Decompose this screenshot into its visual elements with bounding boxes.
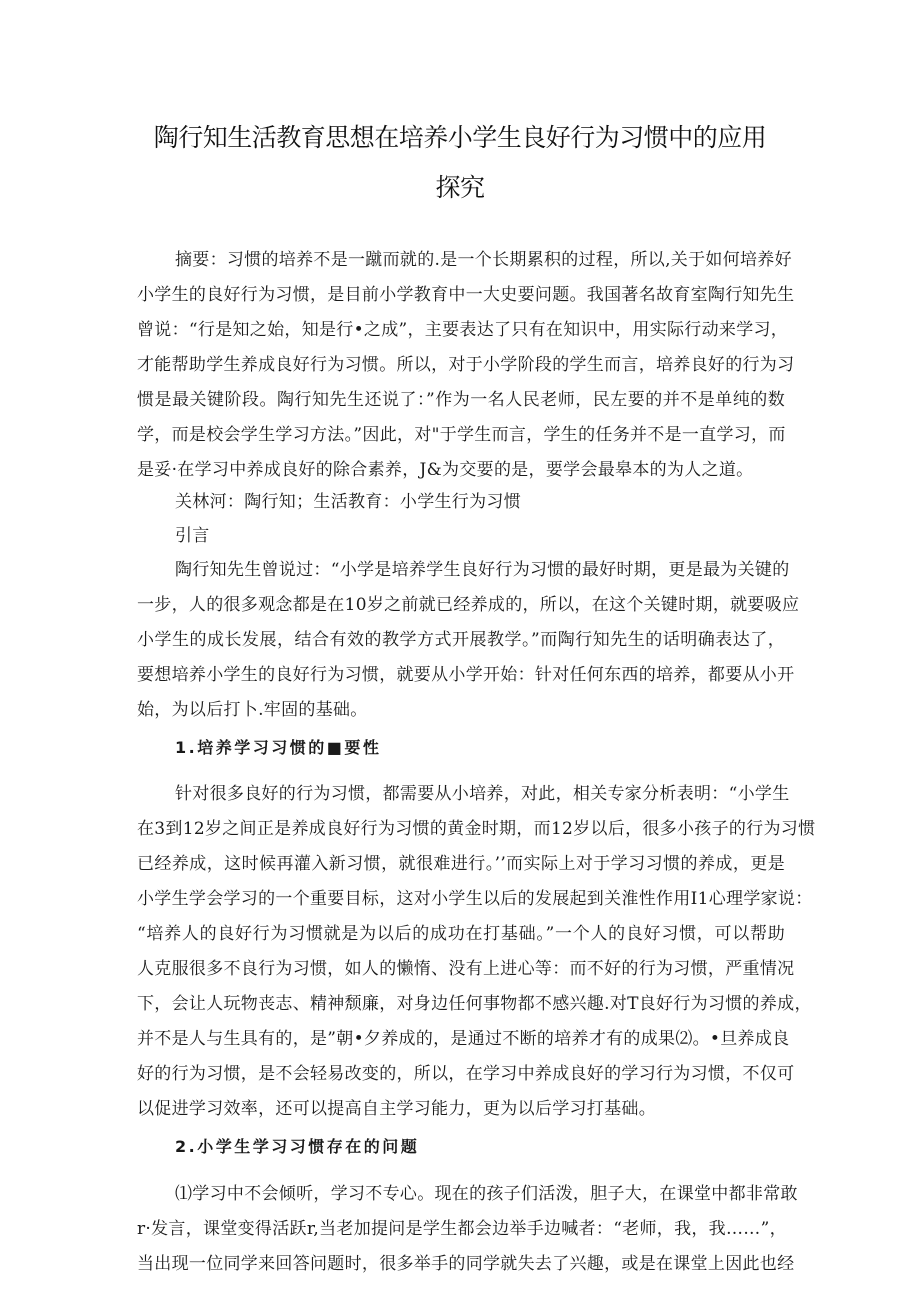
section-1-line: 并不是人与生具有的，是”朝•夕养成的，是通过不断的培养才有的成果⑵。•旦养成良: [137, 1029, 790, 1049]
abstract-line: 才能帮助学生养成良好行为习惯。所以，对于小学阶段的学生而言，培养良好的行为习: [137, 355, 795, 375]
section-2-line: r·发言，课堂变得活跃r,当老加提问是学生都会边举手边喊者：“老师，我，我……”，: [137, 1219, 787, 1239]
intro-line: 一步，人的很多观念都是在10岁之前就已经养成的，所以，在这个关键时期，就要吸应: [137, 595, 800, 615]
section-2-heading: 2.小学生学习习惯存在的问题: [175, 1137, 420, 1156]
abstract-line: 曾说：“行是知之始，知是行•之成”，主要表达了只有在知识中，用实际行动来学习，: [137, 320, 789, 340]
section-1-line: 好的行为习惯，是不会轻易改变的，所以，在学习中养成良好的学习行为习惯，不仅可: [137, 1064, 795, 1084]
intro-line: 要想培养小学生的良好行为习惯，就要从小学开始：针对任何东西的培养，都要从小开: [137, 665, 795, 685]
abstract-line: 摘要：习惯的培养不是一蹴而就的.是一个长期累积的过程，所以,关于如何培养好: [175, 250, 792, 270]
abstract-line: 惯是最关键阶段。陶行知先生还说了：”作为一名人民老师，民左要的并不是单纯的数: [137, 390, 785, 410]
intro-line: 始，为以后打卜.牢固的基础。: [137, 700, 368, 720]
intro-line: 小学生的成长发展，结合有效的教学方式开展教学。”而陶行知先生的话明确表达了，: [137, 630, 785, 650]
section-2-line: 当出现一位同学来回答问题时，很多举手的同学就失去了兴趣，或是在课堂上因此也经: [137, 1254, 795, 1274]
section-1-line: 在3到12岁之间正是养成良好行为习惯的黄金时期，而12岁以后，很多小孩子的行为习惯: [137, 819, 816, 839]
abstract-line: 小学生的良好行为习惯，是目前小学教育中一大史要问题。我国著名故育室陶行知先生: [137, 285, 795, 305]
abstract-line: 学，而是校会学生学习方法。”因此，对"于学生而言，学生的任务并不是一直学习，而: [137, 425, 786, 445]
keywords: 关林河：陶行知；生活教育：小学生行为习惯: [175, 492, 521, 512]
section-1-line: 小学生学会学习的一个重要目标，这对小学生以后的发展起到关淮性作用I1心理学家说：: [137, 889, 813, 909]
section-1-line: “培养人的良好行为习惯就是为以后的成功在打基础。”一个人的良好习惯，可以帮助: [137, 924, 785, 944]
section-1-line: 已经养成，这时候再灌入新习惯，就很难进行。’’而实际上对于学习习惯的养成，更是: [137, 854, 785, 874]
section-1-heading: 1.培养学习习惯的■要性: [175, 738, 382, 757]
abstract-line: 是妥·在学习中养成良好的除合素养，J&为交要的是，要学会最皋本的为人之道。: [137, 460, 754, 480]
section-1-line: 人克服很多不良行为习惯，如人的懒惰、没有上进心等：而不好的行为习惯，严重情况: [137, 959, 795, 979]
intro-heading: 引言: [175, 526, 210, 546]
section-2-line: ⑴学习中不会倾听，学习不专心。现在的孩子们活泼，胆子大，在课堂中都非常敢: [175, 1184, 798, 1204]
document-title-line-2: 探究: [435, 173, 485, 202]
section-1-line: 下，会让人玩物丧志、精神颓廉，对身边任何事物都不感兴趣.对T良好行为习惯的养成，: [137, 994, 812, 1014]
section-1-line: 针对很多良好的行为习惯，都需要从小培养，对此，相关专家分析表明：“小学生: [175, 784, 790, 804]
intro-line: 陶行知先生曾说过：“小学是培养学生良好行为习惯的最好时期，更是最为关键的: [175, 560, 790, 580]
document-title-line-1: 陶行知生活教育思想在培养小学生良好行为习惯中的应用: [153, 123, 767, 152]
section-1-line: 以促进学习效率，还可以提高自主学习能力，更为以后学习打基础。: [137, 1099, 656, 1119]
